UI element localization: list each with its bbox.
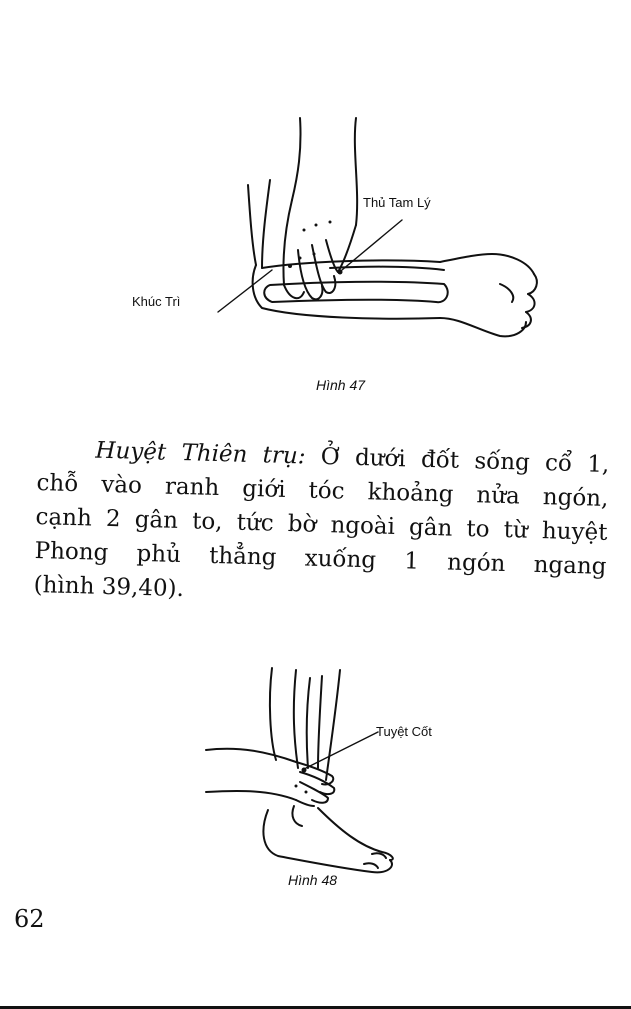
label-tuyet-cot: Tuyệt Cốt [376, 724, 432, 739]
paragraph-line-1: Huyệt Thiên trụ: Ở dưới đốt sống cổ 1, [95, 437, 610, 478]
page-number: 62 [14, 905, 45, 933]
paragraph-line-5: (hình 39,40). [33, 571, 185, 603]
paragraph-line-3: cạnh 2 gân to, tức bờ ngoài gân to từ huyệt [35, 503, 608, 546]
point-name: Huyệt Thiên trụ: [95, 437, 306, 470]
label-khuc-tri: Khúc Trì [132, 294, 181, 309]
body-paragraph [33, 432, 610, 618]
paragraph-line-4: Phong phủ thẳng xuống 1 ngón ngang [34, 537, 607, 580]
paragraph-line-2: chỗ vào ranh giới tóc khoảng nửa ngón, [36, 469, 609, 512]
forearm-illustration [0, 0, 631, 400]
label-thu-tam-ly: Thủ Tam Lý [363, 195, 431, 210]
caption-hinh-47: Hình 47 [316, 377, 366, 393]
figure-48 [0, 640, 631, 900]
ankle-illustration [0, 640, 631, 900]
figure-47 [0, 0, 631, 400]
caption-hinh-48: Hình 48 [288, 872, 338, 888]
